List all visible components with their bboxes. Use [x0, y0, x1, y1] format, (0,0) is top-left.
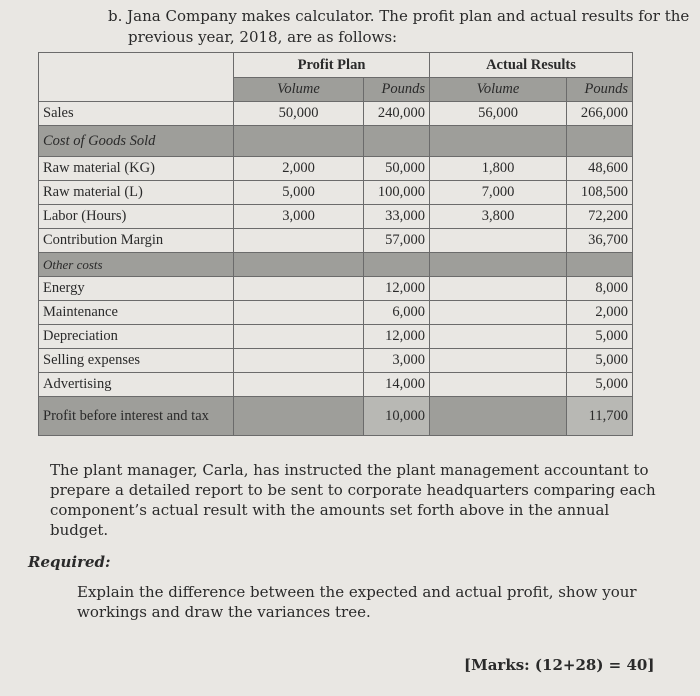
depreciation-empty-cell — [430, 325, 567, 349]
energy-plan-pounds: 12,000 — [364, 277, 430, 301]
sales-plan-volume: 50,000 — [234, 102, 364, 126]
required-heading: Required: — [28, 553, 111, 571]
depreciation-actual-pounds: 5,000 — [567, 325, 633, 349]
plan-volume-subheader: Volume — [234, 78, 364, 102]
raw-kg-plan-pounds: 50,000 — [364, 157, 430, 181]
table-row-maintenance — [39, 301, 633, 325]
depreciation-label: Depreciation — [39, 325, 234, 349]
selling-empty-cell — [430, 349, 567, 373]
intro-line-1: b. Jana Company makes calculator. The profit plan and actual results for the — [108, 7, 690, 25]
selling-actual-pounds: 5,000 — [567, 349, 633, 373]
marks-label: [Marks: (12+28) = 40] — [464, 656, 655, 674]
cogs-empty-cell — [430, 126, 567, 157]
sales-plan-pounds: 240,000 — [364, 102, 430, 126]
cogs-empty-cell — [364, 126, 430, 157]
table-row-selling — [39, 349, 633, 373]
profit-actual-pounds: 11,700 — [567, 397, 633, 436]
profit-plan-table — [38, 52, 633, 436]
raw-l-plan-pounds: 100,000 — [364, 181, 430, 205]
maintenance-actual-pounds: 2,000 — [567, 301, 633, 325]
raw-l-label: Raw material (L) — [39, 181, 234, 205]
table-row-raw-l — [39, 181, 633, 205]
table-row-raw-kg — [39, 157, 633, 181]
table-row-advertising — [39, 373, 633, 397]
energy-label: Energy — [39, 277, 234, 301]
actual-pounds-subheader: Pounds — [567, 78, 633, 102]
table-row-profit — [39, 397, 633, 436]
raw-kg-label: Raw material (KG) — [39, 157, 234, 181]
contribution-plan-pounds: 57,000 — [364, 229, 430, 253]
actual-volume-subheader: Volume — [430, 78, 567, 102]
header-blank-cell — [39, 53, 234, 102]
raw-l-plan-volume: 5,000 — [234, 181, 364, 205]
maintenance-empty-cell — [234, 301, 364, 325]
energy-empty-cell — [430, 277, 567, 301]
cogs-empty-cell — [234, 126, 364, 157]
sales-actual-volume: 56,000 — [430, 102, 567, 126]
table-row-other-costs — [39, 253, 633, 277]
intro-line-2: previous year, 2018, are as follows: — [128, 28, 398, 46]
actual-results-header: Actual Results — [430, 53, 633, 78]
labor-plan-pounds: 33,000 — [364, 205, 430, 229]
table-row-sales — [39, 102, 633, 126]
table-row-depreciation — [39, 325, 633, 349]
contribution-label: Contribution Margin — [39, 229, 234, 253]
profit-label: Profit before interest and tax — [39, 397, 234, 436]
advertising-actual-pounds: 5,000 — [567, 373, 633, 397]
cogs-empty-cell — [567, 126, 633, 157]
depreciation-empty-cell — [234, 325, 364, 349]
advertising-empty-cell — [430, 373, 567, 397]
raw-kg-plan-volume: 2,000 — [234, 157, 364, 181]
energy-empty-cell — [234, 277, 364, 301]
advertising-label: Advertising — [39, 373, 234, 397]
labor-actual-pounds: 72,200 — [567, 205, 633, 229]
contribution-empty-cell — [234, 229, 364, 253]
plan-pounds-subheader: Pounds — [364, 78, 430, 102]
sales-label: Sales — [39, 102, 234, 126]
table-row-labor — [39, 205, 633, 229]
other-costs-label: Other costs — [39, 253, 234, 277]
required-text: Explain the difference between the expected and actual profit, show your workings and draw the variances tree. — [77, 583, 637, 621]
other-empty-cell — [364, 253, 430, 277]
depreciation-plan-pounds: 12,000 — [364, 325, 430, 349]
labor-label: Labor (Hours) — [39, 205, 234, 229]
profit-empty-cell — [234, 397, 364, 436]
raw-l-actual-pounds: 108,500 — [567, 181, 633, 205]
sales-actual-pounds: 266,000 — [567, 102, 633, 126]
contribution-actual-pounds: 36,700 — [567, 229, 633, 253]
profit-plan-header: Profit Plan — [234, 53, 430, 78]
cogs-label: Cost of Goods Sold — [39, 126, 234, 157]
advertising-plan-pounds: 14,000 — [364, 373, 430, 397]
raw-l-actual-volume: 7,000 — [430, 181, 567, 205]
question-intro — [108, 6, 689, 48]
selling-plan-pounds: 3,000 — [364, 349, 430, 373]
other-empty-cell — [430, 253, 567, 277]
maintenance-plan-pounds: 6,000 — [364, 301, 430, 325]
table-header-row — [39, 53, 633, 78]
other-empty-cell — [234, 253, 364, 277]
table-row-cogs — [39, 126, 633, 157]
maintenance-empty-cell — [430, 301, 567, 325]
selling-empty-cell — [234, 349, 364, 373]
profit-plan-pounds: 10,000 — [364, 397, 430, 436]
labor-actual-volume: 3,800 — [430, 205, 567, 229]
advertising-empty-cell — [234, 373, 364, 397]
labor-plan-volume: 3,000 — [234, 205, 364, 229]
maintenance-label: Maintenance — [39, 301, 234, 325]
profit-empty-cell — [430, 397, 567, 436]
other-empty-cell — [567, 253, 633, 277]
raw-kg-actual-volume: 1,800 — [430, 157, 567, 181]
energy-actual-pounds: 8,000 — [567, 277, 633, 301]
table-row-contribution — [39, 229, 633, 253]
instruction-paragraph: The plant manager, Carla, has instructed the plant management accountant to prepare a detailed report to be sent to corporate headquarters comparing each component’s actual result with the amounts set forth above in the annual budget. — [50, 461, 656, 539]
table-row-energy — [39, 277, 633, 301]
contribution-empty-cell — [430, 229, 567, 253]
selling-label: Selling expenses — [39, 349, 234, 373]
raw-kg-actual-pounds: 48,600 — [567, 157, 633, 181]
